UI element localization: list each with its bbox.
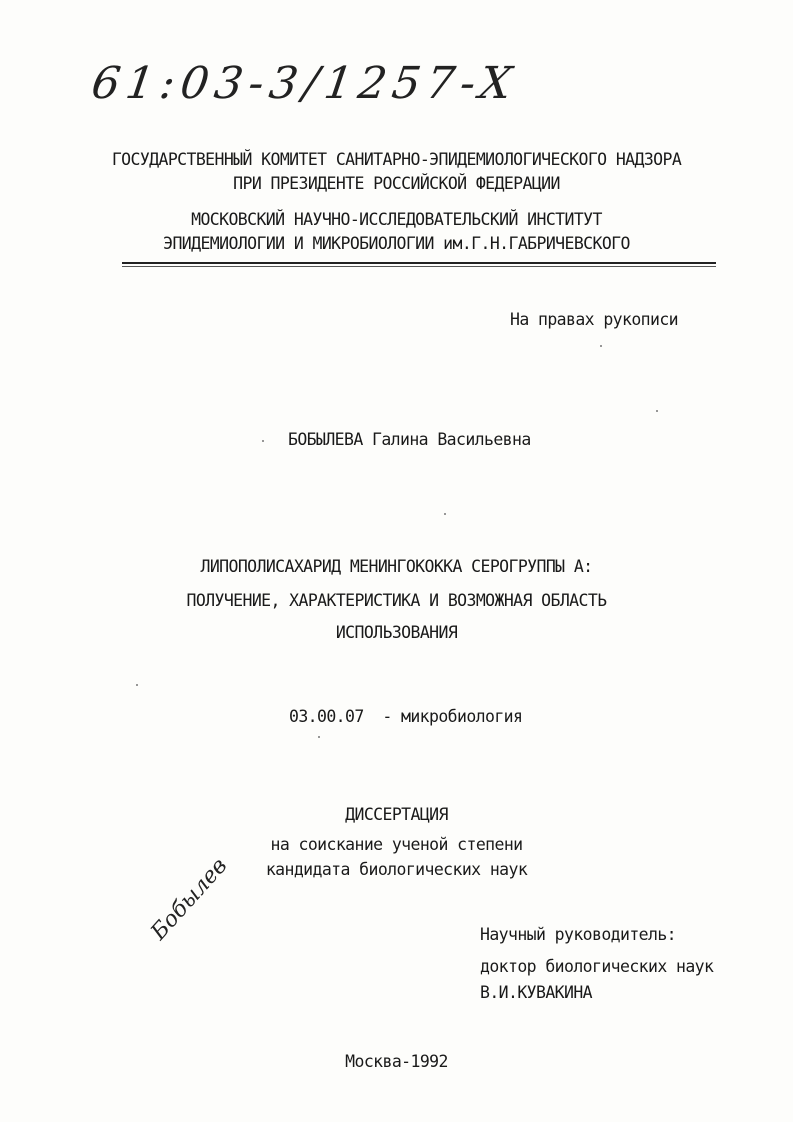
dissertation-line-2: кандидата биологических наук: [265, 860, 528, 879]
specialty-code: 03.00.07 - микробиология: [289, 707, 523, 726]
scan-speck: [136, 684, 138, 686]
committee-line-1: ГОСУДАРСТВЕННЫЙ КОМИТЕТ САНИТАРНО-ЭПИДЕМИОЛОГИЧЕСКОГО НАДЗОРА: [111, 150, 682, 169]
title-line-3: ИСПОЛЬЗОВАНИЯ: [335, 623, 458, 642]
dissertation-heading: ДИССЕРТАЦИЯ: [345, 805, 448, 824]
title-line-2: ПОЛУЧЕНИЕ, ХАРАКТЕРИСТИКА И ВОЗМОЖНАЯ ОБЛАСТЬ: [186, 591, 607, 610]
rights-note: На правах рукописи: [510, 310, 679, 329]
header-rule-thin: [122, 266, 716, 267]
institute-line-2: ЭПИДЕМИОЛОГИИ И МИКРОБИОЛОГИИ им.Г.Н.ГАБРИЧЕВСКОГО: [163, 234, 630, 253]
advisor-name: В.И.КУВАКИНА: [480, 983, 593, 1002]
advisor-label: Научный руководитель:: [480, 925, 677, 944]
author-name: БОБЫЛЕВА Галина Васильевна: [288, 430, 531, 449]
place-year: Москва-1992: [345, 1052, 448, 1071]
institute-line-1: МОСКОВСКИЙ НАУЧНО-ИССЛЕДОВАТЕЛЬСКИЙ ИНСТИТУТ: [191, 210, 602, 229]
header-rule: [122, 262, 716, 264]
committee-line-2: ПРИ ПРЕЗИДЕНТЕ РОССИЙСКОЙ ФЕДЕРАЦИИ: [233, 174, 560, 193]
author-signature: Бобылев: [146, 853, 233, 945]
title-line-1: ЛИПОПОЛИСАХАРИД МЕНИНГОКОККА СЕРОГРУППЫ А:: [200, 557, 593, 576]
dissertation-line-1: на соискание ученой степени: [270, 835, 523, 854]
scan-speck: [444, 513, 446, 515]
advisor-degree: доктор биологических наук: [480, 957, 714, 976]
scan-speck: [600, 345, 602, 347]
scan-speck: [656, 410, 658, 412]
scan-speck: [262, 440, 264, 442]
scan-speck: [318, 736, 320, 738]
catalog-number: 61:03-3/1257-X: [88, 58, 521, 109]
